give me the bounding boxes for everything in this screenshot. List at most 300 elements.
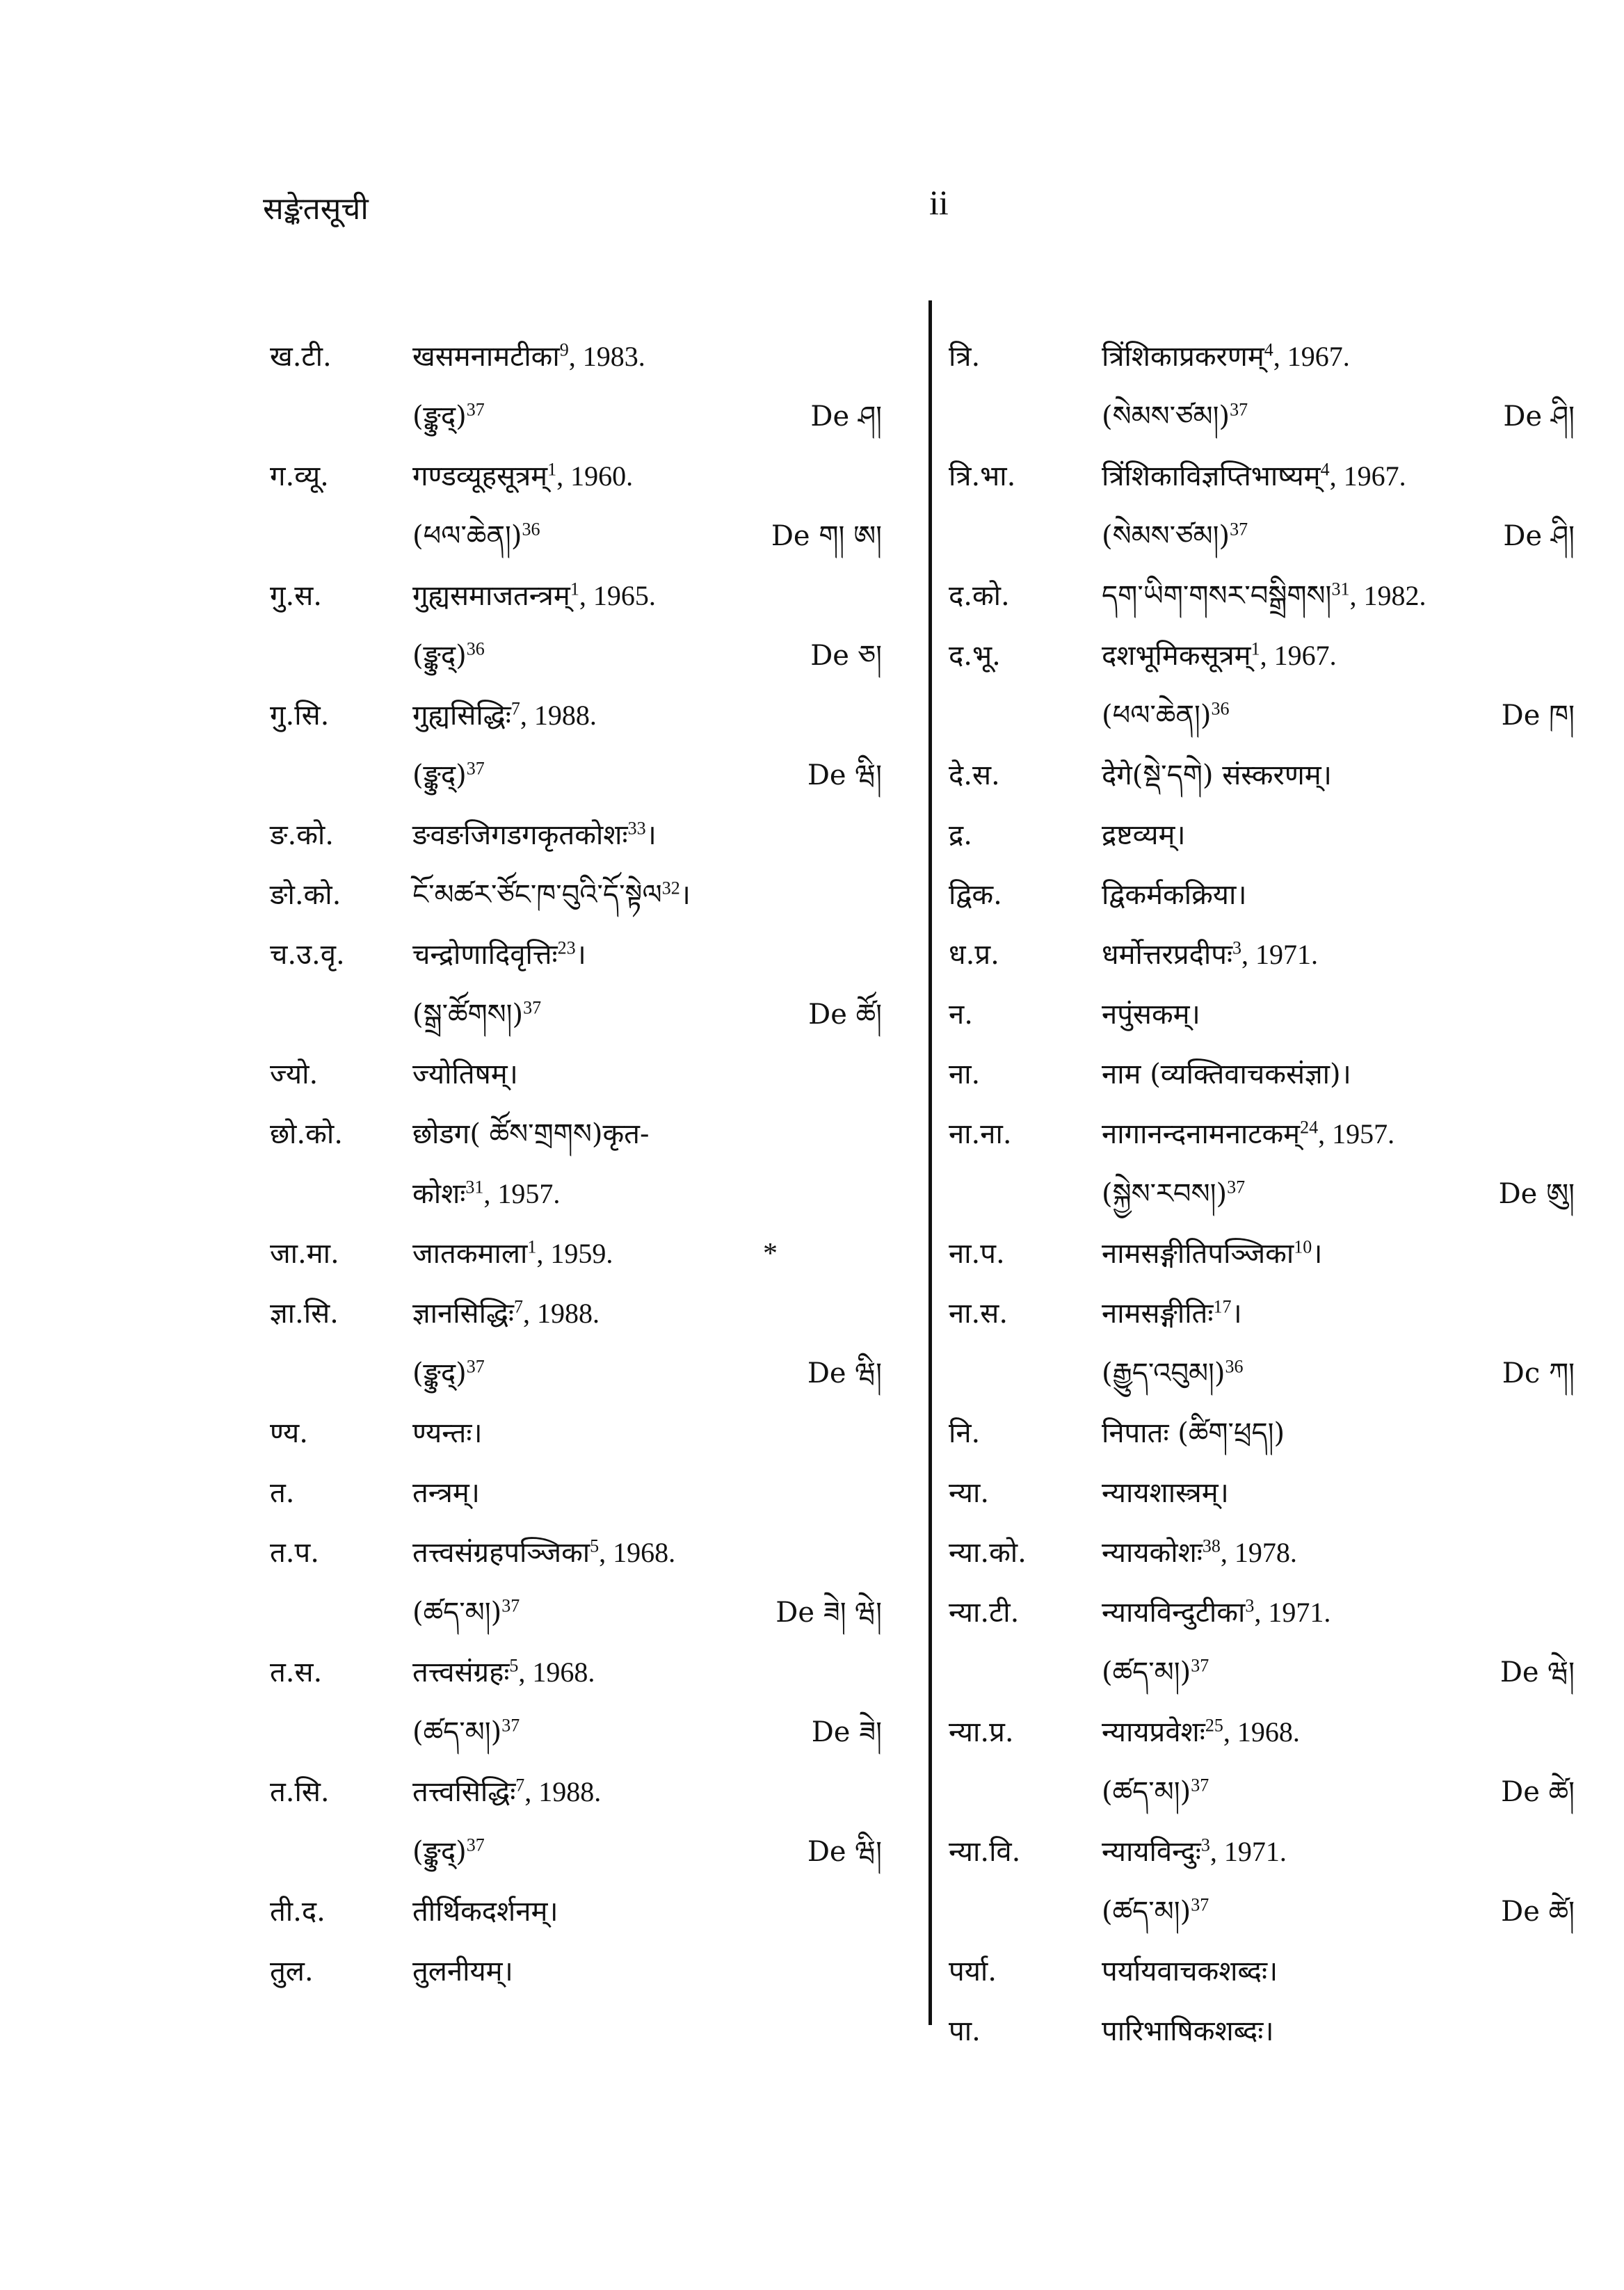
entry-abbreviation: त.स. [270, 1656, 323, 1688]
expansion-text: नाम (व्यक्तिवाचकसंज्ञा)। [1102, 1058, 1351, 1090]
publication-year: , 1959. [536, 1238, 613, 1269]
expansion-text: (ཚད་མ།) [1102, 1896, 1191, 1928]
abbreviation-entry [270, 1643, 882, 1762]
expansion-text: न्यायप्रवेशः [1102, 1716, 1205, 1748]
expansion-text: (ङ्कुद्) [412, 759, 467, 791]
publication-year: , 1957. [483, 1178, 561, 1209]
expansion-text: (ङ्कुद्) [412, 401, 467, 433]
expansion-text: (ङ्कुद्) [412, 1357, 467, 1389]
entry-expansion [1102, 1762, 1209, 1822]
abbreviation-entry [270, 446, 882, 566]
entry-line [270, 1344, 882, 1403]
abbreviation-entry [270, 1284, 882, 1403]
entry-line [270, 1284, 882, 1344]
expansion-text: (སེམས་ཙམ།) [1102, 520, 1230, 552]
derge-reference: De ག། ཨ། [771, 520, 882, 552]
source-footnote-number: 37 [1191, 1655, 1209, 1676]
page-number: ii [929, 183, 949, 222]
entry-expansion [1102, 327, 1350, 387]
entry-line [949, 1822, 1575, 1882]
abbreviation-entry [949, 446, 1575, 566]
expansion-text: त्रिंशिकाविज्ञप्तिभाष्यम् [1102, 460, 1321, 492]
entry-expansion [1102, 1164, 1245, 1224]
derge-reference: De ཝེ། [1500, 1656, 1575, 1688]
abbreviation-entry [949, 1045, 1575, 1104]
abbreviation-entry [949, 2001, 1575, 2061]
entry-expansion [412, 626, 485, 686]
entry-line [949, 865, 1575, 925]
entry-expansion [412, 1702, 520, 1762]
expansion-text: द्विकर्मकक्रिया। [1102, 879, 1247, 911]
source-footnote-number: 4 [1264, 339, 1273, 360]
entry-line [270, 1045, 882, 1104]
publication-year: , 1988. [520, 700, 597, 731]
entry-abbreviation: न्या.टी. [949, 1597, 1020, 1629]
expansion-text: (ཕལ་ཆེན།) [412, 520, 522, 552]
abbreviation-entry [949, 1942, 1575, 2001]
entry-abbreviation: छो.को. [270, 1118, 343, 1150]
entry-abbreviation: पर्या. [949, 1956, 997, 1987]
entry-abbreviation: ध.प्र. [949, 939, 999, 971]
entry-expansion [412, 1164, 560, 1224]
abbreviation-entry [949, 745, 1575, 805]
publication-year: , 1988. [523, 1298, 600, 1329]
entry-expansion [1102, 985, 1200, 1045]
publication-year: । [680, 879, 691, 910]
entry-line [949, 1104, 1575, 1164]
entry-expansion [1102, 2001, 1273, 2061]
expansion-text: नागानन्दनामनाटकम् [1102, 1118, 1301, 1150]
expansion-text: तत्त्वसंग्रहः [412, 1656, 510, 1688]
publication-year: , 1968. [1223, 1716, 1300, 1748]
source-footnote-number: 1 [547, 459, 557, 480]
source-footnote-number: 4 [1320, 459, 1330, 480]
entry-abbreviation: च.उ.वृ. [270, 939, 345, 971]
publication-year: , 1967. [1329, 460, 1406, 492]
entry-line [949, 626, 1575, 686]
entry-expansion [1102, 1403, 1285, 1463]
source-footnote-number: 36 [1211, 698, 1230, 719]
abbreviation-entry [949, 1403, 1575, 1463]
entry-abbreviation: ना. [949, 1058, 981, 1090]
expansion-text: (སྒྲ་ཚོགས།) [412, 999, 524, 1031]
entry-line [270, 1164, 882, 1224]
entry-line [949, 327, 1575, 387]
derge-reference: De ཝི། [807, 1836, 882, 1868]
entry-expansion [1102, 1463, 1229, 1523]
entry-abbreviation: ङ.को. [270, 819, 334, 851]
entry-expansion [1102, 1882, 1209, 1942]
entry-abbreviation: जा.मा. [270, 1238, 339, 1270]
publication-year: । [1231, 1298, 1242, 1329]
derge-reference: De ཚོ། [808, 999, 882, 1031]
source-footnote-number: 3 [1245, 1595, 1255, 1616]
publication-year: , 1965. [579, 580, 656, 611]
entry-expansion [1102, 805, 1186, 865]
source-footnote-number: 36 [1225, 1356, 1244, 1377]
entry-expansion [412, 446, 633, 506]
entry-expansion [412, 865, 691, 925]
source-footnote-number: 7 [514, 1296, 523, 1317]
entry-expansion [1102, 1583, 1330, 1643]
entry-line [270, 1762, 882, 1822]
entry-line [949, 1224, 1575, 1284]
entry-line [949, 1762, 1575, 1822]
source-footnote-number: 37 [501, 1595, 520, 1616]
expansion-text: तत्त्वसंग्रहपञ्जिका [412, 1537, 590, 1569]
entry-line [949, 1523, 1575, 1583]
abbreviation-entry [949, 1224, 1575, 1284]
derge-reference: De ཝི། [807, 759, 882, 791]
expansion-text: (སྐྱེས་རབས།) [1102, 1178, 1228, 1210]
entry-expansion [412, 925, 586, 985]
source-footnote-number: 24 [1300, 1117, 1319, 1138]
entry-expansion [1102, 506, 1248, 566]
entry-line [270, 387, 882, 446]
abbreviation-entry [270, 925, 882, 1045]
entry-line [270, 1523, 882, 1583]
entry-line [270, 327, 882, 387]
source-footnote-number: 5 [509, 1655, 519, 1676]
entry-abbreviation: न्या.वि. [949, 1836, 1021, 1868]
abbreviation-list-left [270, 327, 882, 2001]
publication-year: , 1971. [1241, 939, 1319, 970]
entry-expansion [412, 805, 657, 865]
entry-expansion [412, 1583, 520, 1643]
expansion-text: तीर्थिकदर्शनम्। [412, 1896, 558, 1928]
abbreviation-entry [270, 1045, 882, 1104]
entry-abbreviation: न्या.को. [949, 1537, 1027, 1569]
entry-abbreviation: दे.स. [949, 759, 1000, 791]
entry-line [949, 1164, 1575, 1224]
expansion-text: न्यायविन्दुटीका [1102, 1597, 1246, 1629]
abbreviation-entry [949, 925, 1575, 985]
abbreviation-entry [949, 1284, 1575, 1403]
entry-expansion [1102, 1643, 1209, 1702]
entry-abbreviation: न्या. [949, 1477, 990, 1509]
entry-line [949, 1463, 1575, 1523]
entry-abbreviation: त्रि.भा. [949, 460, 1016, 492]
expansion-text: ज्ञानसिद्धिः [412, 1298, 514, 1330]
expansion-text: जातकमाला [412, 1238, 528, 1270]
entry-expansion [412, 1344, 485, 1403]
expansion-text: ངོ་མཚར་ཙོང་ཁ་བུའི་དོ་སྟེལ [412, 879, 662, 911]
abbreviation-entry [270, 327, 882, 446]
entry-line [949, 1643, 1575, 1702]
source-footnote-number: 36 [522, 519, 540, 540]
entry-expansion [1102, 1942, 1278, 2001]
entry-expansion [412, 1882, 558, 1942]
entry-expansion [1102, 865, 1247, 925]
entry-line [949, 1403, 1575, 1463]
source-footnote-number: 3 [1200, 1835, 1210, 1855]
abbreviation-entry [949, 1583, 1575, 1702]
derge-reference: Dc ཀ། [1502, 1357, 1575, 1389]
publication-year: , 1978. [1220, 1537, 1297, 1568]
expansion-text: चन्द्रोणादिवृत्तिः [412, 939, 558, 971]
entry-expansion [412, 387, 485, 446]
entry-abbreviation: द.को. [949, 580, 1010, 612]
expansion-text: न्यायकोशः [1102, 1537, 1203, 1569]
entry-abbreviation: द्विक. [949, 879, 1002, 911]
entry-line [270, 626, 882, 686]
source-footnote-number: 7 [510, 698, 520, 719]
entry-line [949, 1344, 1575, 1403]
abbreviation-entry [949, 985, 1575, 1045]
abbreviation-entry [270, 865, 882, 925]
entry-abbreviation: गु.सि. [270, 700, 330, 732]
entry-abbreviation: ख.टी. [270, 341, 332, 373]
entry-line [270, 1643, 882, 1702]
entry-abbreviation: तुल. [270, 1956, 314, 1987]
expansion-text: (ཚད་མ།) [412, 1597, 502, 1629]
expansion-text: त्रिंशिकाप्रकरणम् [1102, 341, 1264, 373]
expansion-text: तुलनीयम्। [412, 1956, 513, 1987]
source-footnote-number: 23 [557, 937, 576, 958]
entry-expansion [412, 1523, 675, 1583]
publication-year: , 1983. [568, 341, 645, 372]
entry-expansion [412, 1822, 485, 1882]
source-footnote-number: 25 [1205, 1715, 1223, 1736]
entry-abbreviation: ज्यो. [270, 1058, 319, 1090]
publication-year: । [645, 819, 657, 850]
abbreviation-entry [949, 1702, 1575, 1822]
expansion-text: (ཚད་མ།) [1102, 1776, 1191, 1808]
entry-line [949, 686, 1575, 745]
source-footnote-number: 1 [527, 1236, 537, 1257]
derge-reference: De ཨུ། [1498, 1178, 1575, 1210]
source-footnote-number: 37 [501, 1715, 520, 1736]
entry-expansion [412, 1104, 649, 1164]
expansion-text: गुह्यसिद्धिः [412, 700, 511, 732]
source-footnote-number: 10 [1294, 1236, 1312, 1257]
entry-expansion [412, 1045, 518, 1104]
asterisk-mark: * [763, 1238, 778, 1270]
abbreviation-entry [949, 566, 1575, 626]
publication-year: , 1988. [524, 1776, 602, 1807]
abbreviation-entry [949, 865, 1575, 925]
abbreviation-entry [270, 1104, 882, 1224]
source-footnote-number: 38 [1202, 1535, 1221, 1556]
entry-abbreviation: द.भू. [949, 640, 1001, 672]
expansion-text: गण्डव्यूहसूत्रम् [412, 460, 548, 492]
abbreviation-entry [949, 626, 1575, 745]
entry-expansion [412, 566, 656, 626]
entry-line [949, 1045, 1575, 1104]
entry-abbreviation: ना.प. [949, 1238, 1005, 1270]
expansion-text: खसमनामटीका [412, 341, 560, 373]
source-footnote-number: 33 [627, 818, 646, 839]
publication-year: , 1971. [1209, 1836, 1287, 1867]
entry-line [270, 1583, 882, 1643]
expansion-text: निपातः (ཚིག་ཕྲད།) [1102, 1417, 1285, 1449]
entry-line [949, 925, 1575, 985]
expansion-text: तन्त्रम्। [412, 1477, 480, 1509]
publication-year: , 1967. [1273, 341, 1350, 372]
derge-reference: De ཟེ། ཝེ། [775, 1597, 882, 1629]
expansion-text: कोशः [412, 1178, 466, 1210]
expansion-text: न्यायविन्दुः [1102, 1836, 1201, 1868]
publication-year: । [1312, 1238, 1323, 1269]
entry-expansion [412, 1403, 483, 1463]
expansion-text: दशभूमिकसूत्रम् [1102, 640, 1251, 672]
source-footnote-number: 37 [1230, 519, 1248, 540]
expansion-text: देगे(སྡེ་དགེ) संस्करणम्। [1102, 759, 1332, 791]
expansion-text: (ཕལ་ཆེན།) [1102, 700, 1212, 732]
entry-line [949, 566, 1575, 626]
entry-expansion [1102, 1104, 1394, 1164]
publication-year: , 1968. [599, 1537, 676, 1568]
expansion-text: (སེམས་ཙམ།) [1102, 401, 1230, 433]
expansion-text: ङवङजिगडगकृतकोशः [412, 819, 628, 851]
derge-reference: De ཟེ། [811, 1716, 882, 1748]
entry-abbreviation: न्या.प्र. [949, 1716, 1014, 1748]
entry-abbreviation: द्र. [949, 819, 972, 851]
entry-expansion [412, 686, 597, 745]
entry-abbreviation: ना.ना. [949, 1118, 1012, 1150]
entry-line [949, 387, 1575, 446]
entry-line [270, 1403, 882, 1463]
entry-expansion [1102, 1523, 1297, 1583]
publication-year: , 1982. [1349, 580, 1426, 611]
entry-expansion [412, 506, 540, 566]
entry-expansion [412, 1762, 601, 1822]
expansion-text: न्यायशास्त्रम्। [1102, 1477, 1229, 1509]
expansion-text: पर्यायवाचकशब्दः। [1102, 1956, 1278, 1987]
entry-expansion [1102, 745, 1332, 805]
entry-abbreviation: ग.व्यू. [270, 460, 329, 492]
entry-expansion [1102, 566, 1426, 626]
entry-line [270, 865, 882, 925]
entry-line [949, 1583, 1575, 1643]
entry-line [270, 1463, 882, 1523]
source-footnote-number: 17 [1213, 1296, 1232, 1317]
expansion-text: धर्मोत्तरप्रदीपः [1102, 939, 1233, 971]
source-footnote-number: 37 [466, 399, 485, 420]
entry-abbreviation: ण्य. [270, 1417, 308, 1449]
publication-year: । [575, 939, 586, 970]
entry-line [270, 1104, 882, 1164]
entry-line [270, 1224, 882, 1284]
abbreviation-entry [949, 1463, 1575, 1523]
entry-expansion [1102, 1344, 1244, 1403]
abbreviation-entry [949, 805, 1575, 865]
entry-expansion [1102, 686, 1230, 745]
expansion-text: नपुंसकम्। [1102, 999, 1200, 1031]
entry-abbreviation: गु.स. [270, 580, 322, 612]
source-footnote-number: 37 [1227, 1177, 1246, 1198]
entry-line [949, 985, 1575, 1045]
source-footnote-number: 31 [1331, 579, 1350, 599]
derge-reference: De ཁ། [1501, 700, 1575, 732]
publication-year: , 1968. [518, 1656, 595, 1688]
entry-line [270, 1882, 882, 1942]
entry-abbreviation: पा. [949, 2015, 981, 2047]
entry-abbreviation: ना.स. [949, 1298, 1008, 1330]
source-footnote-number: 36 [466, 638, 485, 659]
entry-expansion [412, 745, 485, 805]
derge-reference: De ཅ། [810, 640, 882, 672]
entry-abbreviation: त. [270, 1477, 295, 1509]
entry-line [949, 2001, 1575, 2061]
abbreviation-entry [270, 566, 882, 686]
derge-reference: De ཤ། [810, 401, 882, 433]
abbreviation-entry [270, 1224, 882, 1284]
entry-expansion [412, 985, 541, 1045]
expansion-text: (ङ्कुद्) [412, 640, 467, 672]
expansion-text: ज्योतिषम्। [412, 1058, 518, 1090]
entry-line [949, 1284, 1575, 1344]
entry-expansion [1102, 626, 1337, 686]
entry-line [949, 1882, 1575, 1942]
publication-year: , 1957. [1318, 1118, 1395, 1150]
expansion-text: ण्यन्तः। [412, 1417, 483, 1449]
entry-expansion [412, 1643, 595, 1702]
abbreviation-entry [949, 1523, 1575, 1583]
entry-expansion [1102, 1224, 1322, 1284]
entry-expansion [1102, 446, 1406, 506]
source-footnote-number: 37 [523, 997, 542, 1018]
abbreviation-entry [949, 1104, 1575, 1224]
expansion-text: तत्त्वसिद्धिः [412, 1776, 516, 1808]
source-footnote-number: 37 [466, 1356, 485, 1377]
expansion-text: (རྒྱུད་འབུམ།) [1102, 1357, 1225, 1389]
entry-line [270, 1702, 882, 1762]
entry-abbreviation: ती.द. [270, 1896, 325, 1928]
publication-year: , 1967. [1260, 640, 1337, 671]
entry-expansion [412, 1224, 613, 1284]
source-footnote-number: 31 [465, 1177, 484, 1198]
entry-line [270, 805, 882, 865]
source-footnote-number: 32 [661, 878, 680, 898]
expansion-text: छोडग( ཚོས་གྲགས)कृत- [412, 1118, 650, 1150]
entry-expansion [412, 327, 645, 387]
entry-line [949, 1702, 1575, 1762]
entry-line [949, 506, 1575, 566]
abbreviation-entry [270, 686, 882, 805]
derge-reference: De ཚེ། [1501, 1896, 1575, 1928]
source-footnote-number: 9 [559, 339, 569, 360]
publication-year: , 1960. [556, 460, 634, 492]
expansion-text: དག་ཡིག་གསར་བསྒྲིགས། [1102, 580, 1332, 612]
expansion-text: (ङ्कुद्) [412, 1836, 467, 1868]
entry-line [270, 985, 882, 1045]
abbreviation-list-right [949, 327, 1575, 2061]
entry-expansion [412, 1942, 513, 2001]
source-footnote-number: 37 [1191, 1894, 1209, 1915]
abbreviation-entry [270, 805, 882, 865]
abbreviation-entry [949, 327, 1575, 446]
entry-abbreviation: त.प. [270, 1537, 319, 1569]
entry-line [270, 686, 882, 745]
entry-line [949, 446, 1575, 506]
abbreviation-entry [270, 1942, 882, 2001]
entry-line [270, 506, 882, 566]
entry-line [949, 1942, 1575, 2001]
entry-expansion [412, 1463, 480, 1523]
entry-expansion [1102, 1045, 1351, 1104]
entry-expansion [1102, 925, 1318, 985]
entry-abbreviation: त.सि. [270, 1776, 330, 1808]
abbreviation-entry [270, 1463, 882, 1523]
derge-reference: De ཤི། [1503, 520, 1575, 552]
entry-abbreviation: ज्ञा.सि. [270, 1298, 339, 1330]
abbreviation-entry [270, 1523, 882, 1643]
entry-abbreviation: नि. [949, 1417, 981, 1449]
entry-line [270, 446, 882, 506]
abbreviation-entry [270, 1762, 882, 1882]
entry-line [949, 805, 1575, 865]
